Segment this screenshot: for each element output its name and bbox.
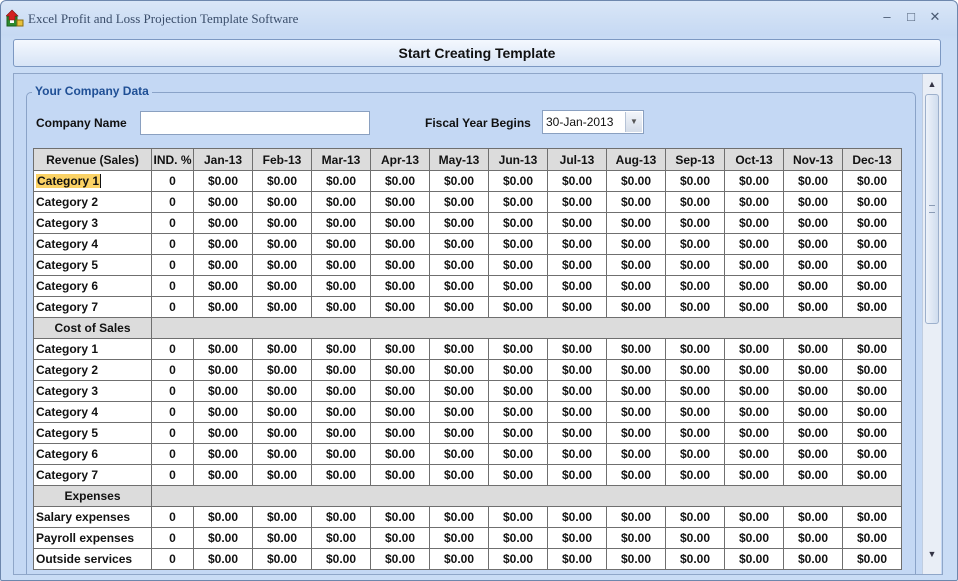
amount-cell[interactable]: $0.00 [548, 444, 607, 465]
amount-cell[interactable]: $0.00 [725, 549, 784, 570]
amount-cell[interactable]: $0.00 [666, 339, 725, 360]
amount-cell[interactable]: $0.00 [784, 255, 843, 276]
grip-icon [929, 205, 935, 213]
header-month: Mar-13 [312, 149, 371, 171]
ind-cell[interactable]: 0 [152, 276, 194, 297]
amount-cell[interactable]: $0.00 [666, 192, 725, 213]
amount-cell[interactable]: $0.00 [548, 360, 607, 381]
amount-cell[interactable]: $0.00 [607, 339, 666, 360]
ind-cell[interactable]: 0 [152, 423, 194, 444]
amount-cell[interactable]: $0.00 [548, 339, 607, 360]
header-revenue: Revenue (Sales) [34, 149, 152, 171]
amount-cell[interactable]: $0.00 [489, 360, 548, 381]
header-month: Dec-13 [843, 149, 902, 171]
amount-cell[interactable]: $0.00 [843, 339, 902, 360]
amount-cell[interactable]: $0.00 [253, 171, 312, 192]
amount-cell[interactable]: $0.00 [430, 549, 489, 570]
amount-cell[interactable]: $0.00 [253, 213, 312, 234]
amount-cell[interactable]: $0.00 [725, 297, 784, 318]
amount-cell[interactable]: $0.00 [371, 549, 430, 570]
amount-cell[interactable]: $0.00 [430, 507, 489, 528]
table-row [34, 360, 902, 381]
amount-cell[interactable]: $0.00 [666, 360, 725, 381]
header-month: Nov-13 [784, 149, 843, 171]
amount-cell[interactable]: $0.00 [430, 213, 489, 234]
section-fill [152, 318, 902, 339]
amount-cell[interactable]: $0.00 [253, 402, 312, 423]
amount-cell[interactable]: $0.00 [784, 339, 843, 360]
amount-cell[interactable]: $0.00 [194, 234, 253, 255]
amount-cell[interactable]: $0.00 [253, 255, 312, 276]
header-month: Jan-13 [194, 149, 253, 171]
section-row [34, 318, 902, 339]
amount-cell[interactable]: $0.00 [489, 171, 548, 192]
amount-cell[interactable]: $0.00 [725, 507, 784, 528]
section-header: Cost of Sales [34, 318, 152, 339]
ind-cell[interactable]: 0 [152, 213, 194, 234]
amount-cell[interactable]: $0.00 [194, 276, 253, 297]
amount-cell[interactable]: $0.00 [843, 423, 902, 444]
row-label[interactable]: Outside services [34, 549, 152, 570]
amount-cell[interactable]: $0.00 [725, 255, 784, 276]
amount-cell[interactable]: $0.00 [371, 276, 430, 297]
amount-cell[interactable]: $0.00 [371, 381, 430, 402]
ind-cell[interactable]: 0 [152, 444, 194, 465]
table-row [34, 402, 902, 423]
vertical-scrollbar[interactable] [922, 74, 941, 574]
amount-cell[interactable]: $0.00 [312, 192, 371, 213]
amount-cell[interactable]: $0.00 [843, 297, 902, 318]
amount-cell[interactable]: $0.00 [371, 507, 430, 528]
amount-cell[interactable]: $0.00 [548, 276, 607, 297]
table-row [34, 339, 902, 360]
amount-cell[interactable]: $0.00 [253, 381, 312, 402]
amount-cell[interactable]: $0.00 [489, 339, 548, 360]
amount-cell[interactable]: $0.00 [607, 192, 666, 213]
amount-cell[interactable]: $0.00 [194, 297, 253, 318]
amount-cell[interactable]: $0.00 [784, 423, 843, 444]
amount-cell[interactable]: $0.00 [548, 381, 607, 402]
amount-cell[interactable]: $0.00 [666, 507, 725, 528]
table-row [34, 234, 902, 255]
amount-cell[interactable]: $0.00 [253, 507, 312, 528]
selected-cell-text: Category 1 [37, 174, 100, 188]
row-label[interactable]: Category 1 [34, 339, 152, 360]
amount-cell[interactable]: $0.00 [666, 444, 725, 465]
amount-cell[interactable]: $0.00 [312, 234, 371, 255]
amount-cell[interactable]: $0.00 [430, 423, 489, 444]
amount-cell[interactable]: $0.00 [725, 192, 784, 213]
amount-cell[interactable]: $0.00 [784, 402, 843, 423]
amount-cell[interactable]: $0.00 [548, 465, 607, 486]
header-month: Jul-13 [548, 149, 607, 171]
amount-cell[interactable]: $0.00 [843, 276, 902, 297]
amount-cell[interactable]: $0.00 [489, 234, 548, 255]
table-row [34, 444, 902, 465]
start-creating-template-button[interactable]: Start Creating Template [13, 39, 941, 67]
amount-cell[interactable]: $0.00 [843, 402, 902, 423]
amount-cell[interactable]: $0.00 [312, 360, 371, 381]
amount-cell[interactable]: $0.00 [194, 549, 253, 570]
amount-cell[interactable]: $0.00 [548, 297, 607, 318]
amount-cell[interactable]: $0.00 [253, 297, 312, 318]
amount-cell[interactable]: $0.00 [666, 213, 725, 234]
amount-cell[interactable]: $0.00 [843, 528, 902, 549]
amount-cell[interactable]: $0.00 [430, 381, 489, 402]
amount-cell[interactable]: $0.00 [312, 444, 371, 465]
amount-cell[interactable]: $0.00 [725, 423, 784, 444]
amount-cell[interactable]: $0.00 [784, 444, 843, 465]
header-month: Oct-13 [725, 149, 784, 171]
amount-cell[interactable]: $0.00 [784, 507, 843, 528]
amount-cell[interactable]: $0.00 [784, 381, 843, 402]
amount-cell[interactable]: $0.00 [430, 171, 489, 192]
row-label[interactable]: Category 4 [34, 402, 152, 423]
table-row [34, 297, 902, 318]
header-month: Aug-13 [607, 149, 666, 171]
row-label[interactable]: Salary expenses [34, 507, 152, 528]
ind-cell[interactable]: 0 [152, 402, 194, 423]
amount-cell[interactable]: $0.00 [194, 528, 253, 549]
amount-cell[interactable]: $0.00 [371, 255, 430, 276]
amount-cell[interactable]: $0.00 [194, 360, 253, 381]
amount-cell[interactable]: $0.00 [784, 528, 843, 549]
amount-cell[interactable]: $0.00 [312, 297, 371, 318]
amount-cell[interactable]: $0.00 [843, 507, 902, 528]
table-row [34, 213, 902, 234]
amount-cell[interactable]: $0.00 [371, 192, 430, 213]
ind-cell[interactable]: 0 [152, 360, 194, 381]
amount-cell[interactable]: $0.00 [194, 192, 253, 213]
amount-cell[interactable]: $0.00 [548, 402, 607, 423]
amount-cell[interactable]: $0.00 [253, 276, 312, 297]
amount-cell[interactable]: $0.00 [607, 171, 666, 192]
amount-cell[interactable]: $0.00 [666, 549, 725, 570]
header-month: Apr-13 [371, 149, 430, 171]
amount-cell[interactable]: $0.00 [548, 234, 607, 255]
amount-cell[interactable]: $0.00 [489, 255, 548, 276]
amount-cell[interactable]: $0.00 [312, 213, 371, 234]
amount-cell[interactable]: $0.00 [725, 465, 784, 486]
amount-cell[interactable]: $0.00 [430, 255, 489, 276]
amount-cell[interactable]: $0.00 [607, 213, 666, 234]
scroll-content [13, 73, 943, 575]
amount-cell[interactable]: $0.00 [784, 213, 843, 234]
amount-cell[interactable]: $0.00 [843, 255, 902, 276]
amount-cell[interactable]: $0.00 [312, 423, 371, 444]
amount-cell[interactable]: $0.00 [666, 528, 725, 549]
amount-cell[interactable]: $0.00 [194, 465, 253, 486]
amount-cell[interactable]: $0.00 [784, 360, 843, 381]
amount-cell[interactable]: $0.00 [371, 402, 430, 423]
amount-cell[interactable]: $0.00 [312, 381, 371, 402]
amount-cell[interactable]: $0.00 [548, 192, 607, 213]
amount-cell[interactable]: $0.00 [253, 528, 312, 549]
amount-cell[interactable]: $0.00 [784, 234, 843, 255]
amount-cell[interactable]: $0.00 [607, 402, 666, 423]
row-label[interactable]: Category 5 [34, 255, 152, 276]
amount-cell[interactable]: $0.00 [666, 465, 725, 486]
section-header: Expenses [34, 486, 152, 507]
amount-cell[interactable]: $0.00 [430, 402, 489, 423]
amount-cell[interactable]: $0.00 [843, 465, 902, 486]
header-month: Sep-13 [666, 149, 725, 171]
row-label[interactable]: Payroll expenses [34, 528, 152, 549]
amount-cell[interactable]: $0.00 [430, 297, 489, 318]
amount-cell[interactable]: $0.00 [489, 192, 548, 213]
amount-cell[interactable]: $0.00 [253, 549, 312, 570]
row-label[interactable]: Category 5 [34, 423, 152, 444]
scroll-thumb[interactable] [925, 94, 939, 324]
table-row [34, 549, 902, 570]
amount-cell[interactable]: $0.00 [666, 276, 725, 297]
amount-cell[interactable]: $0.00 [607, 465, 666, 486]
fiscal-year-label: Fiscal Year Begins [425, 116, 531, 130]
table-row [34, 276, 902, 297]
pl-table [33, 148, 902, 570]
amount-cell[interactable]: $0.00 [725, 171, 784, 192]
amount-cell[interactable]: $0.00 [489, 213, 548, 234]
row-label[interactable]: Category 6 [34, 276, 152, 297]
ind-cell[interactable]: 0 [152, 549, 194, 570]
amount-cell[interactable]: $0.00 [725, 339, 784, 360]
amount-cell[interactable]: $0.00 [194, 423, 253, 444]
table-row [34, 255, 902, 276]
amount-cell[interactable]: $0.00 [548, 549, 607, 570]
amount-cell[interactable]: $0.00 [607, 255, 666, 276]
ind-cell[interactable]: 0 [152, 192, 194, 213]
maximize-icon[interactable]: □ [907, 9, 915, 24]
row-label[interactable]: Category 7 [34, 297, 152, 318]
amount-cell[interactable]: $0.00 [194, 213, 253, 234]
ind-cell[interactable]: 0 [152, 381, 194, 402]
amount-cell[interactable]: $0.00 [312, 171, 371, 192]
amount-cell[interactable]: $0.00 [843, 171, 902, 192]
amount-cell[interactable]: $0.00 [312, 339, 371, 360]
amount-cell[interactable]: $0.00 [548, 255, 607, 276]
amount-cell[interactable]: $0.00 [843, 381, 902, 402]
table-row [34, 423, 902, 444]
section-row [34, 486, 902, 507]
header-month: Feb-13 [253, 149, 312, 171]
amount-cell[interactable]: $0.00 [489, 444, 548, 465]
amount-cell[interactable]: $0.00 [253, 360, 312, 381]
amount-cell[interactable]: $0.00 [607, 549, 666, 570]
fiscal-year-date-picker[interactable] [542, 110, 644, 134]
window-title: Excel Profit and Loss Projection Template Software [28, 11, 299, 26]
amount-cell[interactable]: $0.00 [312, 255, 371, 276]
amount-cell[interactable]: $0.00 [843, 360, 902, 381]
amount-cell[interactable]: $0.00 [784, 171, 843, 192]
ind-cell[interactable]: 0 [152, 234, 194, 255]
table-row [34, 171, 902, 192]
amount-cell[interactable]: $0.00 [666, 297, 725, 318]
amount-cell[interactable]: $0.00 [725, 213, 784, 234]
table-row [34, 528, 902, 549]
amount-cell[interactable]: $0.00 [371, 339, 430, 360]
company-name-label: Company Name [36, 116, 127, 130]
amount-cell[interactable]: $0.00 [312, 507, 371, 528]
amount-cell[interactable]: $0.00 [489, 549, 548, 570]
amount-cell[interactable]: $0.00 [371, 465, 430, 486]
amount-cell[interactable]: $0.00 [784, 549, 843, 570]
amount-cell[interactable]: $0.00 [430, 465, 489, 486]
amount-cell[interactable]: $0.00 [430, 192, 489, 213]
table-row [34, 507, 902, 528]
amount-cell[interactable]: $0.00 [843, 234, 902, 255]
amount-cell[interactable]: $0.00 [666, 381, 725, 402]
amount-cell[interactable]: $0.00 [312, 465, 371, 486]
amount-cell[interactable]: $0.00 [194, 171, 253, 192]
amount-cell[interactable]: $0.00 [607, 507, 666, 528]
amount-cell[interactable]: $0.00 [194, 444, 253, 465]
scroll-down-icon[interactable]: ▼ [927, 549, 937, 559]
amount-cell[interactable]: $0.00 [725, 528, 784, 549]
amount-cell[interactable]: $0.00 [489, 423, 548, 444]
amount-cell[interactable]: $0.00 [430, 276, 489, 297]
header-month: May-13 [430, 149, 489, 171]
amount-cell[interactable]: $0.00 [489, 528, 548, 549]
amount-cell[interactable]: $0.00 [725, 381, 784, 402]
amount-cell[interactable]: $0.00 [312, 549, 371, 570]
amount-cell[interactable]: $0.00 [253, 234, 312, 255]
ind-cell[interactable]: 0 [152, 465, 194, 486]
amount-cell[interactable]: $0.00 [548, 423, 607, 444]
amount-cell[interactable]: $0.00 [843, 213, 902, 234]
amount-cell[interactable]: $0.00 [784, 465, 843, 486]
minimize-icon[interactable]: – [883, 9, 891, 24]
amount-cell[interactable]: $0.00 [725, 402, 784, 423]
amount-cell[interactable]: $0.00 [548, 171, 607, 192]
amount-cell[interactable]: $0.00 [194, 507, 253, 528]
row-label[interactable]: Category 2 [34, 192, 152, 213]
row-label[interactable]: Category 4 [34, 234, 152, 255]
table-row [34, 465, 902, 486]
ind-cell[interactable]: 0 [152, 171, 194, 192]
amount-cell[interactable]: $0.00 [607, 276, 666, 297]
amount-cell[interactable]: $0.00 [548, 213, 607, 234]
amount-cell[interactable]: $0.00 [607, 381, 666, 402]
amount-cell[interactable]: $0.00 [312, 276, 371, 297]
amount-cell[interactable]: $0.00 [607, 423, 666, 444]
row-label[interactable] [34, 171, 152, 192]
amount-cell[interactable]: $0.00 [253, 339, 312, 360]
amount-cell[interactable]: $0.00 [548, 507, 607, 528]
amount-cell[interactable]: $0.00 [607, 234, 666, 255]
amount-cell[interactable]: $0.00 [371, 234, 430, 255]
title-bar [1, 1, 957, 35]
row-label[interactable]: Category 3 [34, 381, 152, 402]
amount-cell[interactable]: $0.00 [253, 423, 312, 444]
table-row [34, 381, 902, 402]
amount-cell[interactable]: $0.00 [489, 507, 548, 528]
company-name-input[interactable] [140, 111, 370, 135]
amount-cell[interactable]: $0.00 [725, 234, 784, 255]
section-fill [152, 486, 902, 507]
amount-cell[interactable]: $0.00 [843, 192, 902, 213]
table-row [34, 192, 902, 213]
amount-cell[interactable]: $0.00 [843, 549, 902, 570]
amount-cell[interactable]: $0.00 [194, 339, 253, 360]
amount-cell[interactable]: $0.00 [607, 444, 666, 465]
amount-cell[interactable]: $0.00 [312, 528, 371, 549]
amount-cell[interactable]: $0.00 [666, 171, 725, 192]
amount-cell[interactable]: $0.00 [371, 213, 430, 234]
amount-cell[interactable]: $0.00 [784, 192, 843, 213]
chevron-down-icon[interactable]: ▼ [625, 112, 642, 132]
amount-cell[interactable]: $0.00 [489, 465, 548, 486]
amount-cell[interactable]: $0.00 [430, 360, 489, 381]
amount-cell[interactable]: $0.00 [607, 528, 666, 549]
amount-cell[interactable]: $0.00 [725, 276, 784, 297]
amount-cell[interactable]: $0.00 [194, 402, 253, 423]
row-label[interactable]: Category 6 [34, 444, 152, 465]
amount-cell[interactable]: $0.00 [725, 360, 784, 381]
amount-cell[interactable]: $0.00 [371, 360, 430, 381]
app-icon [6, 9, 24, 27]
amount-cell[interactable]: $0.00 [784, 297, 843, 318]
ind-cell[interactable]: 0 [152, 255, 194, 276]
amount-cell[interactable]: $0.00 [430, 339, 489, 360]
amount-cell[interactable]: $0.00 [194, 381, 253, 402]
amount-cell[interactable]: $0.00 [489, 381, 548, 402]
ind-cell[interactable]: 0 [152, 339, 194, 360]
ind-cell[interactable]: 0 [152, 528, 194, 549]
amount-cell[interactable]: $0.00 [607, 360, 666, 381]
amount-cell[interactable]: $0.00 [784, 276, 843, 297]
amount-cell[interactable]: $0.00 [253, 192, 312, 213]
amount-cell[interactable]: $0.00 [371, 297, 430, 318]
amount-cell[interactable]: $0.00 [430, 444, 489, 465]
ind-cell[interactable]: 0 [152, 507, 194, 528]
amount-cell[interactable]: $0.00 [253, 444, 312, 465]
amount-cell[interactable]: $0.00 [371, 423, 430, 444]
amount-cell[interactable]: $0.00 [666, 234, 725, 255]
close-icon[interactable]: ✕ [929, 9, 941, 24]
amount-cell[interactable]: $0.00 [666, 423, 725, 444]
amount-cell[interactable]: $0.00 [489, 276, 548, 297]
amount-cell[interactable]: $0.00 [843, 444, 902, 465]
amount-cell[interactable]: $0.00 [371, 444, 430, 465]
amount-cell[interactable]: $0.00 [725, 444, 784, 465]
scroll-up-icon[interactable]: ▲ [927, 79, 937, 89]
amount-cell[interactable]: $0.00 [312, 402, 371, 423]
row-label[interactable]: Category 3 [34, 213, 152, 234]
amount-cell[interactable]: $0.00 [666, 402, 725, 423]
amount-cell[interactable]: $0.00 [666, 255, 725, 276]
amount-cell[interactable]: $0.00 [430, 528, 489, 549]
amount-cell[interactable]: $0.00 [430, 234, 489, 255]
group-title: Your Company Data [32, 84, 152, 98]
amount-cell[interactable]: $0.00 [371, 528, 430, 549]
row-label[interactable]: Category 2 [34, 360, 152, 381]
header-month: Jun-13 [489, 149, 548, 171]
amount-cell[interactable]: $0.00 [194, 255, 253, 276]
amount-cell[interactable]: $0.00 [607, 297, 666, 318]
ind-cell[interactable]: 0 [152, 297, 194, 318]
amount-cell[interactable]: $0.00 [371, 171, 430, 192]
amount-cell[interactable]: $0.00 [253, 465, 312, 486]
row-label[interactable]: Category 7 [34, 465, 152, 486]
fiscal-year-value: 30-Jan-2013 [546, 115, 614, 129]
amount-cell[interactable]: $0.00 [489, 297, 548, 318]
header-ind-percent: IND. % [152, 149, 194, 171]
amount-cell[interactable]: $0.00 [489, 402, 548, 423]
amount-cell[interactable]: $0.00 [548, 528, 607, 549]
